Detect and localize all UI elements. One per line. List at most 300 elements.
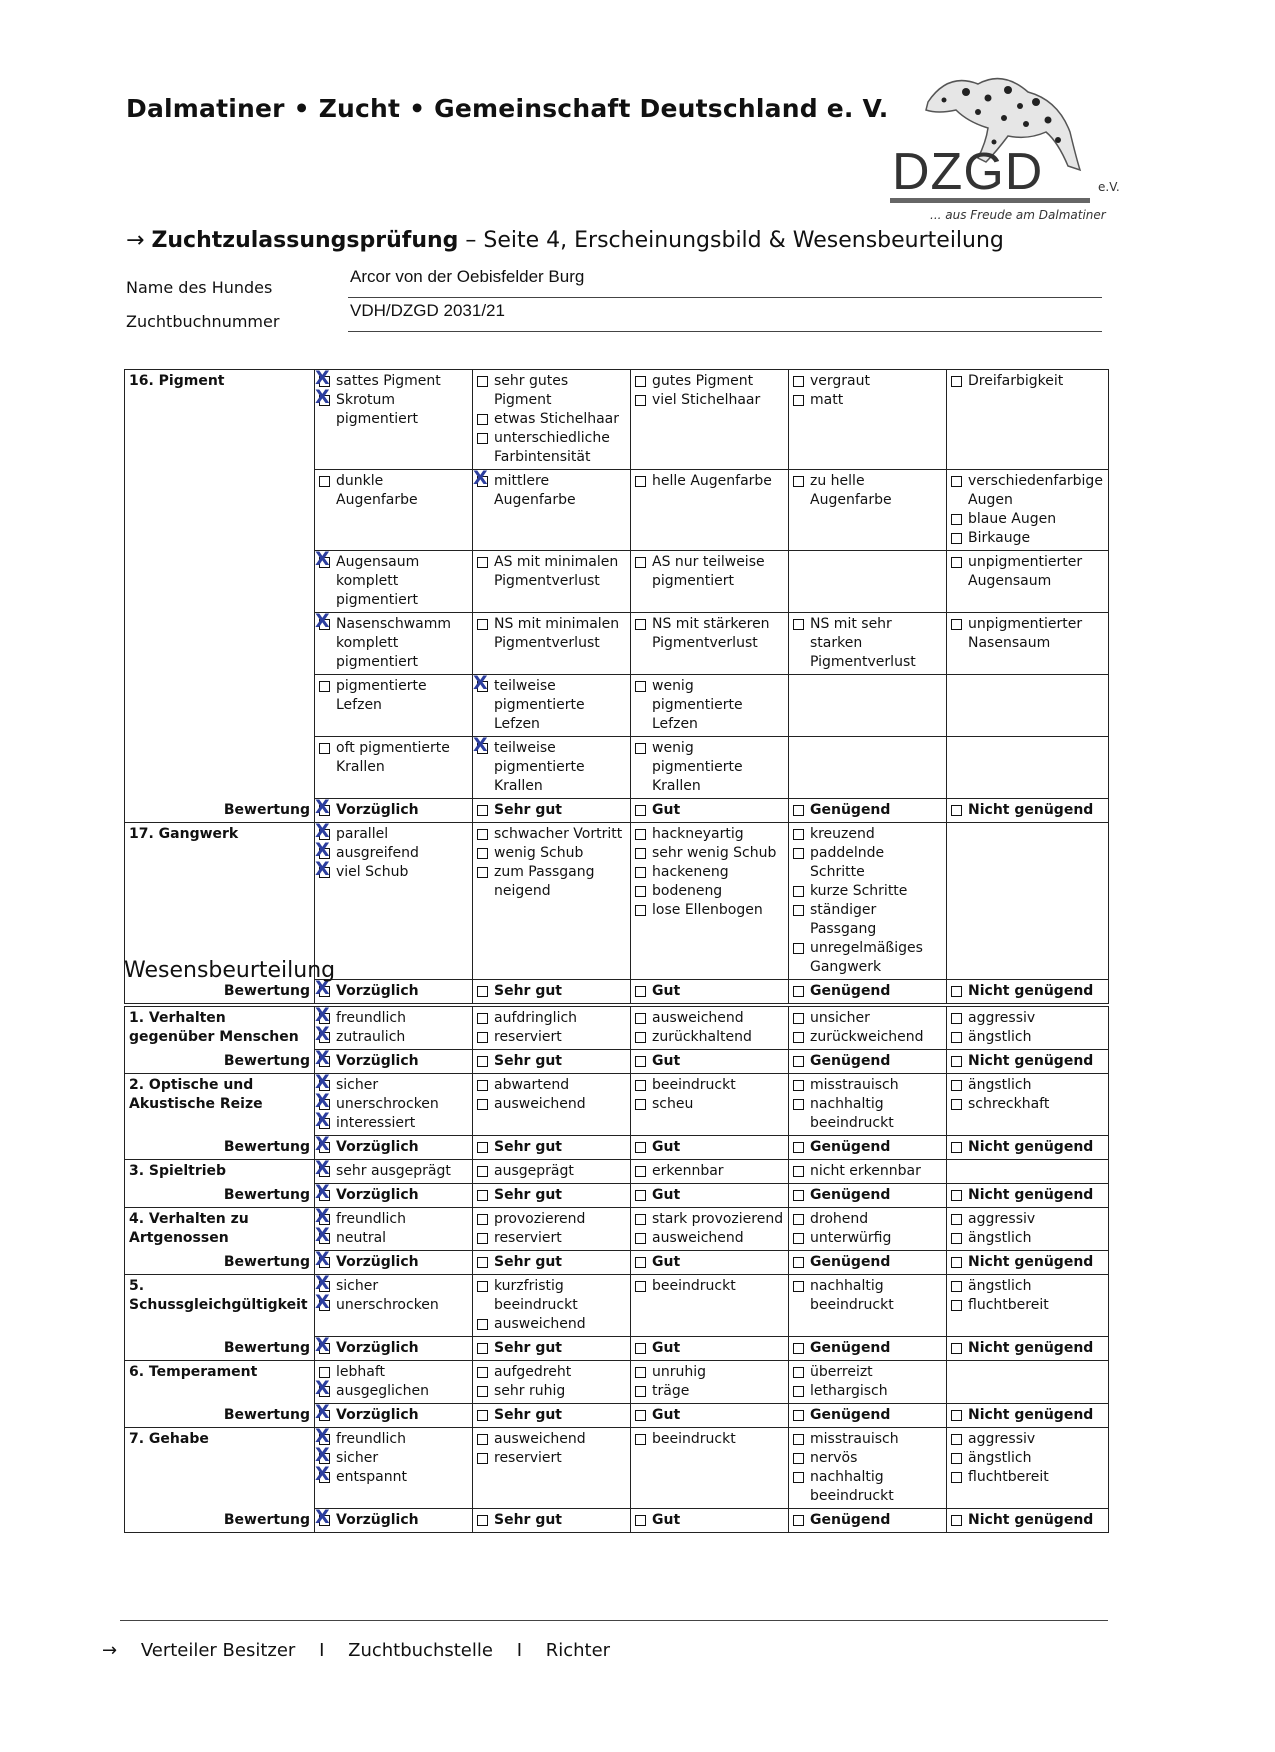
checkbox-option[interactable] xyxy=(951,510,1104,529)
checkbox-option[interactable] xyxy=(477,615,626,653)
checkbox-option[interactable] xyxy=(319,1114,468,1133)
rating-option[interactable] xyxy=(635,1253,784,1272)
checkbox-icon[interactable] xyxy=(477,414,488,425)
checkbox-icon[interactable] xyxy=(477,1142,488,1153)
checkbox-option[interactable] xyxy=(793,1363,942,1382)
checkbox-option[interactable] xyxy=(951,372,1104,391)
checkbox-option[interactable] xyxy=(793,1162,942,1181)
checkbox-option[interactable] xyxy=(951,1468,1104,1487)
rating-option[interactable] xyxy=(319,801,468,820)
checkbox-option[interactable] xyxy=(793,615,942,672)
checkbox-icon[interactable] xyxy=(951,1032,962,1043)
checkbox-icon[interactable] xyxy=(793,1453,804,1464)
checkbox-option[interactable] xyxy=(477,372,626,410)
checkbox-option[interactable] xyxy=(793,901,942,939)
checkbox-option[interactable] xyxy=(793,825,942,844)
checkbox-icon[interactable] xyxy=(319,1118,330,1129)
checkbox-option[interactable] xyxy=(635,1009,784,1028)
rating-option[interactable] xyxy=(477,1339,626,1358)
checkbox-icon[interactable] xyxy=(319,1190,330,1201)
checkbox-icon[interactable] xyxy=(477,376,488,387)
rating-option[interactable] xyxy=(793,982,942,1001)
checkbox-option[interactable] xyxy=(477,472,626,510)
checkbox-option[interactable] xyxy=(319,1363,468,1382)
checkbox-icon[interactable] xyxy=(477,1080,488,1091)
checkbox-icon[interactable] xyxy=(793,1281,804,1292)
checkbox-icon[interactable] xyxy=(477,1190,488,1201)
checkbox-option[interactable] xyxy=(793,391,942,410)
checkbox-option[interactable] xyxy=(477,1315,626,1334)
checkbox-option[interactable] xyxy=(793,1229,942,1248)
rating-option[interactable] xyxy=(477,801,626,820)
rating-option[interactable] xyxy=(793,1186,942,1205)
checkbox-option[interactable] xyxy=(477,1162,626,1181)
checkbox-option[interactable] xyxy=(319,1449,468,1468)
checkbox-icon[interactable] xyxy=(635,476,646,487)
checkbox-icon[interactable] xyxy=(477,1233,488,1244)
checkbox-option[interactable] xyxy=(635,1076,784,1095)
checkbox-option[interactable] xyxy=(319,739,468,777)
checkbox-icon[interactable] xyxy=(319,681,330,692)
checkbox-icon[interactable] xyxy=(951,1343,962,1354)
checkbox-icon[interactable] xyxy=(793,1515,804,1526)
rating-option[interactable] xyxy=(477,1138,626,1157)
rating-option[interactable] xyxy=(793,1253,942,1272)
checkbox-option[interactable] xyxy=(951,472,1104,510)
rating-option[interactable] xyxy=(477,982,626,1001)
checkbox-option[interactable] xyxy=(477,1449,626,1468)
checkbox-icon[interactable] xyxy=(793,395,804,406)
checkbox-option[interactable] xyxy=(319,1009,468,1028)
checkbox-icon[interactable] xyxy=(951,619,962,630)
checkbox-icon[interactable] xyxy=(319,395,330,406)
checkbox-icon[interactable] xyxy=(319,1142,330,1153)
checkbox-option[interactable] xyxy=(477,410,626,429)
checkbox-option[interactable] xyxy=(319,1430,468,1449)
checkbox-icon[interactable] xyxy=(319,1343,330,1354)
checkbox-icon[interactable] xyxy=(951,1257,962,1268)
checkbox-option[interactable] xyxy=(951,1277,1104,1296)
checkbox-icon[interactable] xyxy=(635,1233,646,1244)
checkbox-option[interactable] xyxy=(477,1363,626,1382)
checkbox-icon[interactable] xyxy=(951,1300,962,1311)
checkbox-option[interactable] xyxy=(635,372,784,391)
checkbox-icon[interactable] xyxy=(477,743,488,754)
checkbox-icon[interactable] xyxy=(793,1386,804,1397)
checkbox-icon[interactable] xyxy=(635,1099,646,1110)
checkbox-icon[interactable] xyxy=(951,1410,962,1421)
checkbox-option[interactable] xyxy=(635,472,784,491)
checkbox-icon[interactable] xyxy=(635,1056,646,1067)
checkbox-option[interactable] xyxy=(951,1009,1104,1028)
checkbox-option[interactable] xyxy=(635,825,784,844)
checkbox-icon[interactable] xyxy=(319,986,330,997)
checkbox-icon[interactable] xyxy=(793,1142,804,1153)
checkbox-option[interactable] xyxy=(319,391,468,429)
rating-option[interactable] xyxy=(951,801,1104,820)
rating-option[interactable] xyxy=(319,1052,468,1071)
checkbox-option[interactable] xyxy=(319,1277,468,1296)
rating-option[interactable] xyxy=(635,982,784,1001)
checkbox-option[interactable] xyxy=(477,1095,626,1114)
checkbox-option[interactable] xyxy=(635,1028,784,1047)
checkbox-icon[interactable] xyxy=(951,1214,962,1225)
checkbox-icon[interactable] xyxy=(635,805,646,816)
checkbox-icon[interactable] xyxy=(635,1281,646,1292)
checkbox-option[interactable] xyxy=(319,1296,468,1315)
rating-option[interactable] xyxy=(951,1052,1104,1071)
checkbox-icon[interactable] xyxy=(793,1080,804,1091)
checkbox-icon[interactable] xyxy=(477,476,488,487)
checkbox-icon[interactable] xyxy=(951,805,962,816)
checkbox-icon[interactable] xyxy=(477,1099,488,1110)
checkbox-option[interactable] xyxy=(635,1382,784,1401)
checkbox-icon[interactable] xyxy=(635,1367,646,1378)
checkbox-option[interactable] xyxy=(635,882,784,901)
rating-option[interactable] xyxy=(793,1138,942,1157)
checkbox-icon[interactable] xyxy=(319,1257,330,1268)
checkbox-icon[interactable] xyxy=(477,805,488,816)
checkbox-icon[interactable] xyxy=(793,1013,804,1024)
checkbox-icon[interactable] xyxy=(793,1472,804,1483)
checkbox-icon[interactable] xyxy=(793,1367,804,1378)
checkbox-option[interactable] xyxy=(635,863,784,882)
rating-option[interactable] xyxy=(951,1138,1104,1157)
checkbox-icon[interactable] xyxy=(477,619,488,630)
checkbox-icon[interactable] xyxy=(793,1032,804,1043)
checkbox-icon[interactable] xyxy=(635,1386,646,1397)
checkbox-icon[interactable] xyxy=(635,743,646,754)
checkbox-icon[interactable] xyxy=(951,514,962,525)
checkbox-icon[interactable] xyxy=(635,376,646,387)
checkbox-icon[interactable] xyxy=(635,1257,646,1268)
checkbox-icon[interactable] xyxy=(319,476,330,487)
checkbox-icon[interactable] xyxy=(477,1166,488,1177)
checkbox-option[interactable] xyxy=(319,1028,468,1047)
rating-option[interactable] xyxy=(635,1186,784,1205)
checkbox-icon[interactable] xyxy=(635,1013,646,1024)
checkbox-option[interactable] xyxy=(793,1468,942,1506)
checkbox-icon[interactable] xyxy=(635,619,646,630)
rating-option[interactable] xyxy=(319,982,468,1001)
checkbox-icon[interactable] xyxy=(793,886,804,897)
checkbox-icon[interactable] xyxy=(319,867,330,878)
checkbox-icon[interactable] xyxy=(635,1515,646,1526)
name-value[interactable]: Arcor von der Oebisfelder Burg xyxy=(350,267,585,286)
rating-option[interactable] xyxy=(319,1339,468,1358)
checkbox-icon[interactable] xyxy=(793,943,804,954)
checkbox-option[interactable] xyxy=(635,739,784,796)
checkbox-option[interactable] xyxy=(319,844,468,863)
checkbox-option[interactable] xyxy=(477,844,626,863)
checkbox-option[interactable] xyxy=(793,372,942,391)
checkbox-icon[interactable] xyxy=(635,1434,646,1445)
checkbox-icon[interactable] xyxy=(951,557,962,568)
checkbox-icon[interactable] xyxy=(951,1013,962,1024)
rating-option[interactable] xyxy=(319,1406,468,1425)
checkbox-icon[interactable] xyxy=(635,1032,646,1043)
checkbox-option[interactable] xyxy=(635,901,784,920)
checkbox-icon[interactable] xyxy=(319,1032,330,1043)
rating-option[interactable] xyxy=(951,1186,1104,1205)
checkbox-icon[interactable] xyxy=(793,376,804,387)
checkbox-option[interactable] xyxy=(477,863,626,901)
checkbox-option[interactable] xyxy=(319,472,468,510)
checkbox-icon[interactable] xyxy=(793,829,804,840)
checkbox-icon[interactable] xyxy=(635,1343,646,1354)
checkbox-option[interactable] xyxy=(477,1076,626,1095)
checkbox-icon[interactable] xyxy=(319,1472,330,1483)
rating-option[interactable] xyxy=(635,1339,784,1358)
rating-option[interactable] xyxy=(793,1511,942,1530)
rating-option[interactable] xyxy=(793,1339,942,1358)
checkbox-icon[interactable] xyxy=(635,1410,646,1421)
checkbox-icon[interactable] xyxy=(793,1343,804,1354)
checkbox-icon[interactable] xyxy=(635,395,646,406)
checkbox-icon[interactable] xyxy=(635,1080,646,1091)
checkbox-option[interactable] xyxy=(319,1095,468,1114)
checkbox-option[interactable] xyxy=(793,1009,942,1028)
checkbox-icon[interactable] xyxy=(319,1515,330,1526)
checkbox-option[interactable] xyxy=(951,1229,1104,1248)
checkbox-icon[interactable] xyxy=(951,1233,962,1244)
checkbox-icon[interactable] xyxy=(951,1142,962,1153)
checkbox-option[interactable] xyxy=(635,844,784,863)
checkbox-option[interactable] xyxy=(477,1229,626,1248)
checkbox-icon[interactable] xyxy=(477,1386,488,1397)
checkbox-option[interactable] xyxy=(635,1210,784,1229)
checkbox-icon[interactable] xyxy=(477,1367,488,1378)
checkbox-icon[interactable] xyxy=(951,1056,962,1067)
checkbox-icon[interactable] xyxy=(951,1472,962,1483)
checkbox-icon[interactable] xyxy=(951,1434,962,1445)
checkbox-icon[interactable] xyxy=(793,805,804,816)
checkbox-option[interactable] xyxy=(951,1210,1104,1229)
checkbox-option[interactable] xyxy=(793,1430,942,1449)
checkbox-icon[interactable] xyxy=(477,433,488,444)
checkbox-option[interactable] xyxy=(319,1382,468,1401)
checkbox-option[interactable] xyxy=(951,1095,1104,1114)
checkbox-icon[interactable] xyxy=(951,1515,962,1526)
checkbox-icon[interactable] xyxy=(635,867,646,878)
checkbox-option[interactable] xyxy=(635,1363,784,1382)
checkbox-option[interactable] xyxy=(951,615,1104,653)
checkbox-option[interactable] xyxy=(793,1210,942,1229)
checkbox-icon[interactable] xyxy=(477,1281,488,1292)
checkbox-icon[interactable] xyxy=(635,1190,646,1201)
checkbox-icon[interactable] xyxy=(793,619,804,630)
checkbox-option[interactable] xyxy=(635,615,784,653)
checkbox-icon[interactable] xyxy=(319,1410,330,1421)
rating-option[interactable] xyxy=(793,1406,942,1425)
checkbox-icon[interactable] xyxy=(319,619,330,630)
checkbox-option[interactable] xyxy=(319,1162,468,1181)
checkbox-option[interactable] xyxy=(793,1277,942,1315)
checkbox-option[interactable] xyxy=(793,1028,942,1047)
checkbox-icon[interactable] xyxy=(477,867,488,878)
checkbox-option[interactable] xyxy=(477,1009,626,1028)
checkbox-option[interactable] xyxy=(951,529,1104,548)
checkbox-icon[interactable] xyxy=(793,848,804,859)
checkbox-icon[interactable] xyxy=(477,1013,488,1024)
checkbox-option[interactable] xyxy=(635,677,784,734)
rating-option[interactable] xyxy=(477,1186,626,1205)
zuchtbuch-value[interactable]: VDH/DZGD 2031/21 xyxy=(350,301,505,320)
checkbox-icon[interactable] xyxy=(951,1190,962,1201)
checkbox-option[interactable] xyxy=(951,1449,1104,1468)
checkbox-icon[interactable] xyxy=(793,1257,804,1268)
checkbox-option[interactable] xyxy=(635,1162,784,1181)
checkbox-option[interactable] xyxy=(477,1210,626,1229)
checkbox-option[interactable] xyxy=(951,1296,1104,1315)
rating-option[interactable] xyxy=(319,1511,468,1530)
checkbox-icon[interactable] xyxy=(635,681,646,692)
checkbox-option[interactable] xyxy=(319,825,468,844)
checkbox-icon[interactable] xyxy=(951,1281,962,1292)
checkbox-icon[interactable] xyxy=(635,886,646,897)
checkbox-icon[interactable] xyxy=(793,1233,804,1244)
checkbox-icon[interactable] xyxy=(477,829,488,840)
checkbox-option[interactable] xyxy=(477,1277,626,1315)
rating-option[interactable] xyxy=(951,1253,1104,1272)
checkbox-option[interactable] xyxy=(477,739,626,796)
rating-option[interactable] xyxy=(951,982,1104,1001)
checkbox-icon[interactable] xyxy=(635,986,646,997)
checkbox-option[interactable] xyxy=(477,429,626,467)
checkbox-icon[interactable] xyxy=(477,1410,488,1421)
checkbox-icon[interactable] xyxy=(319,1166,330,1177)
checkbox-icon[interactable] xyxy=(951,376,962,387)
checkbox-icon[interactable] xyxy=(951,1099,962,1110)
checkbox-option[interactable] xyxy=(319,1210,468,1229)
checkbox-icon[interactable] xyxy=(319,805,330,816)
rating-option[interactable] xyxy=(477,1052,626,1071)
rating-option[interactable] xyxy=(793,1052,942,1071)
checkbox-option[interactable] xyxy=(793,472,942,510)
rating-option[interactable] xyxy=(635,1406,784,1425)
checkbox-icon[interactable] xyxy=(319,1300,330,1311)
checkbox-icon[interactable] xyxy=(477,1056,488,1067)
rating-option[interactable] xyxy=(635,801,784,820)
checkbox-icon[interactable] xyxy=(951,986,962,997)
checkbox-option[interactable] xyxy=(319,863,468,882)
checkbox-icon[interactable] xyxy=(793,1214,804,1225)
checkbox-icon[interactable] xyxy=(793,1434,804,1445)
checkbox-icon[interactable] xyxy=(477,1453,488,1464)
checkbox-icon[interactable] xyxy=(951,476,962,487)
checkbox-option[interactable] xyxy=(951,1076,1104,1095)
checkbox-option[interactable] xyxy=(793,1095,942,1133)
rating-option[interactable] xyxy=(951,1339,1104,1358)
rating-option[interactable] xyxy=(951,1511,1104,1530)
checkbox-icon[interactable] xyxy=(635,1142,646,1153)
rating-option[interactable] xyxy=(319,1186,468,1205)
checkbox-icon[interactable] xyxy=(477,681,488,692)
checkbox-option[interactable] xyxy=(319,677,468,715)
checkbox-icon[interactable] xyxy=(793,1190,804,1201)
checkbox-option[interactable] xyxy=(635,1277,784,1296)
checkbox-icon[interactable] xyxy=(319,1386,330,1397)
checkbox-option[interactable] xyxy=(951,1028,1104,1047)
checkbox-option[interactable] xyxy=(793,1382,942,1401)
rating-option[interactable] xyxy=(319,1253,468,1272)
checkbox-icon[interactable] xyxy=(477,1214,488,1225)
checkbox-option[interactable] xyxy=(793,1449,942,1468)
rating-option[interactable] xyxy=(635,1052,784,1071)
checkbox-option[interactable] xyxy=(951,1430,1104,1449)
checkbox-icon[interactable] xyxy=(319,1056,330,1067)
checkbox-option[interactable] xyxy=(635,553,784,591)
checkbox-option[interactable] xyxy=(635,1095,784,1114)
checkbox-option[interactable] xyxy=(319,372,468,391)
checkbox-option[interactable] xyxy=(477,1430,626,1449)
checkbox-option[interactable] xyxy=(635,1229,784,1248)
checkbox-option[interactable] xyxy=(319,1229,468,1248)
checkbox-option[interactable] xyxy=(477,825,626,844)
checkbox-icon[interactable] xyxy=(635,557,646,568)
checkbox-option[interactable] xyxy=(793,882,942,901)
checkbox-icon[interactable] xyxy=(951,1453,962,1464)
checkbox-option[interactable] xyxy=(477,553,626,591)
checkbox-icon[interactable] xyxy=(635,1214,646,1225)
checkbox-icon[interactable] xyxy=(635,848,646,859)
checkbox-icon[interactable] xyxy=(951,1080,962,1091)
checkbox-option[interactable] xyxy=(635,1430,784,1449)
checkbox-option[interactable] xyxy=(635,391,784,410)
checkbox-icon[interactable] xyxy=(793,1056,804,1067)
checkbox-option[interactable] xyxy=(319,1468,468,1487)
checkbox-icon[interactable] xyxy=(319,1233,330,1244)
checkbox-option[interactable] xyxy=(951,553,1104,591)
checkbox-option[interactable] xyxy=(793,844,942,882)
checkbox-icon[interactable] xyxy=(477,1257,488,1268)
checkbox-icon[interactable] xyxy=(319,557,330,568)
checkbox-icon[interactable] xyxy=(477,1032,488,1043)
checkbox-icon[interactable] xyxy=(477,1319,488,1330)
rating-option[interactable] xyxy=(635,1511,784,1530)
checkbox-icon[interactable] xyxy=(477,1343,488,1354)
checkbox-icon[interactable] xyxy=(793,476,804,487)
checkbox-option[interactable] xyxy=(477,677,626,734)
checkbox-icon[interactable] xyxy=(793,1410,804,1421)
checkbox-option[interactable] xyxy=(793,939,942,977)
rating-option[interactable] xyxy=(477,1253,626,1272)
checkbox-icon[interactable] xyxy=(477,986,488,997)
checkbox-option[interactable] xyxy=(319,1076,468,1095)
checkbox-option[interactable] xyxy=(793,1076,942,1095)
checkbox-icon[interactable] xyxy=(319,743,330,754)
checkbox-icon[interactable] xyxy=(793,986,804,997)
rating-option[interactable] xyxy=(319,1138,468,1157)
checkbox-icon[interactable] xyxy=(635,829,646,840)
checkbox-option[interactable] xyxy=(319,615,468,672)
rating-option[interactable] xyxy=(477,1406,626,1425)
checkbox-icon[interactable] xyxy=(477,1434,488,1445)
rating-option[interactable] xyxy=(635,1138,784,1157)
checkbox-icon[interactable] xyxy=(477,1515,488,1526)
checkbox-icon[interactable] xyxy=(793,1166,804,1177)
checkbox-icon[interactable] xyxy=(635,1166,646,1177)
checkbox-icon[interactable] xyxy=(951,533,962,544)
checkbox-option[interactable] xyxy=(319,553,468,610)
checkbox-icon[interactable] xyxy=(793,905,804,916)
checkbox-icon[interactable] xyxy=(477,557,488,568)
checkbox-option[interactable] xyxy=(477,1028,626,1047)
checkbox-icon[interactable] xyxy=(477,848,488,859)
rating-option[interactable] xyxy=(477,1511,626,1530)
checkbox-option[interactable] xyxy=(477,1382,626,1401)
checkbox-icon[interactable] xyxy=(793,1099,804,1110)
